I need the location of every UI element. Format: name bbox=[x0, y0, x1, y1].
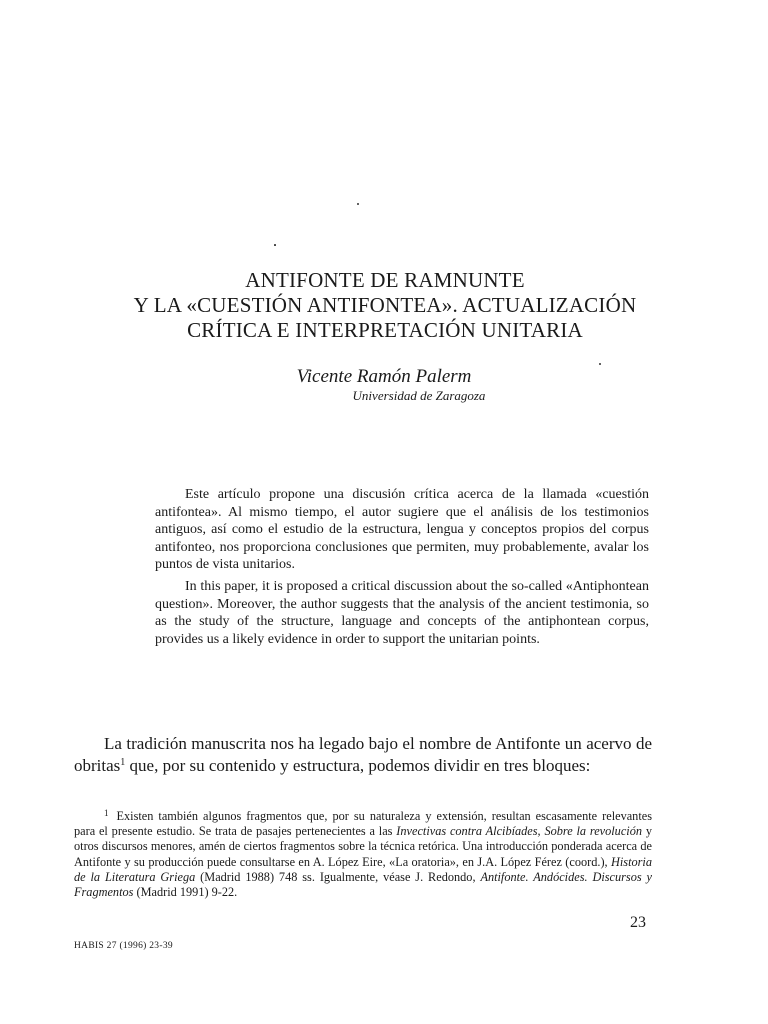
footnote bbox=[74, 806, 652, 900]
journal-reference: HABIS 27 (1996) 23-39 bbox=[74, 941, 173, 951]
page-number: 23 bbox=[630, 914, 646, 931]
body-text-end: que, por su contenido y estructura, podemos dividir en tres bloques: bbox=[125, 756, 591, 775]
abstract-english bbox=[155, 578, 649, 648]
scan-speck bbox=[357, 203, 359, 205]
author-affiliation: Universidad de Zaragoza bbox=[352, 388, 486, 403]
body-paragraph bbox=[74, 733, 652, 777]
footnote-reference: 1 bbox=[120, 757, 126, 768]
article-title bbox=[60, 268, 710, 343]
scan-speck bbox=[274, 244, 276, 246]
footnote-marker: 1 bbox=[104, 808, 109, 818]
scan-speck bbox=[599, 363, 601, 365]
abstract-spanish-text: Este artículo propone una discusión crítica acerca de la llamada «cuestión antifontea». Al mismo tiempo, el autor sugiere que el análisis de los testimonios antiguos, así como el estudio de la estructura, lengua y conceptos propios del corpus antifonteo, nos proporciona conclusiones que permiten, muy probablemente, avalar los puntos de vista unitarios. bbox=[155, 487, 649, 573]
footnote-text: Existen también algunos fragmentos que, por su naturaleza y extensión, resultan escasamente relevantes para el presente estudio. Se trata de pasajes pertenecientes a las bbox=[74, 809, 652, 839]
title-line: Y LA «CUESTIÓN ANTIFONTEA». ACTUALIZACIÓN bbox=[133, 293, 637, 317]
footnote-text: (Madrid 1988) 748 ss. Igualmente, véase J. Redondo, bbox=[195, 869, 481, 884]
title-line: CRÍTICA E INTERPRETACIÓN UNITARIA bbox=[187, 318, 583, 342]
body-text-start: La tradición manuscrita nos ha legado bajo el nombre de Antifonte un acervo de obritas bbox=[74, 734, 652, 775]
footnote-title: Historia de la Literatura Griega bbox=[74, 854, 652, 884]
footnote-text: (Madrid 1991) 9-22. bbox=[133, 885, 238, 900]
footnote-text: y otros discursos menores, amén de ciertos fragmentos sobre la técnica retórica. Una introducción ponderada acerca de Antifonte y su producción puede consultarse en A. López Eire, «La oratoria», en J.A. López Férez (coord.), bbox=[74, 824, 652, 869]
footnote-title: Invectivas contra Alcibíades, Sobre la revolución bbox=[396, 824, 642, 839]
footnote-title: Antifonte. Andócides. Discursos y Fragmentos bbox=[74, 869, 653, 900]
abstract-english-text: In this paper, it is proposed a critical discussion about the so-called «Antiphontean question». Moreover, the author suggests that the analysis of the ancient testimonia, so as the study of the structure, language and concepts of the antiphontean corpus, provides us a likely evidence in order to support the unitarian points. bbox=[155, 579, 649, 647]
title-line: ANTIFONTE DE RAMNUNTE bbox=[245, 268, 525, 292]
abstract-spanish bbox=[155, 486, 649, 574]
author-name: Vicente Ramón Palerm bbox=[296, 366, 472, 387]
